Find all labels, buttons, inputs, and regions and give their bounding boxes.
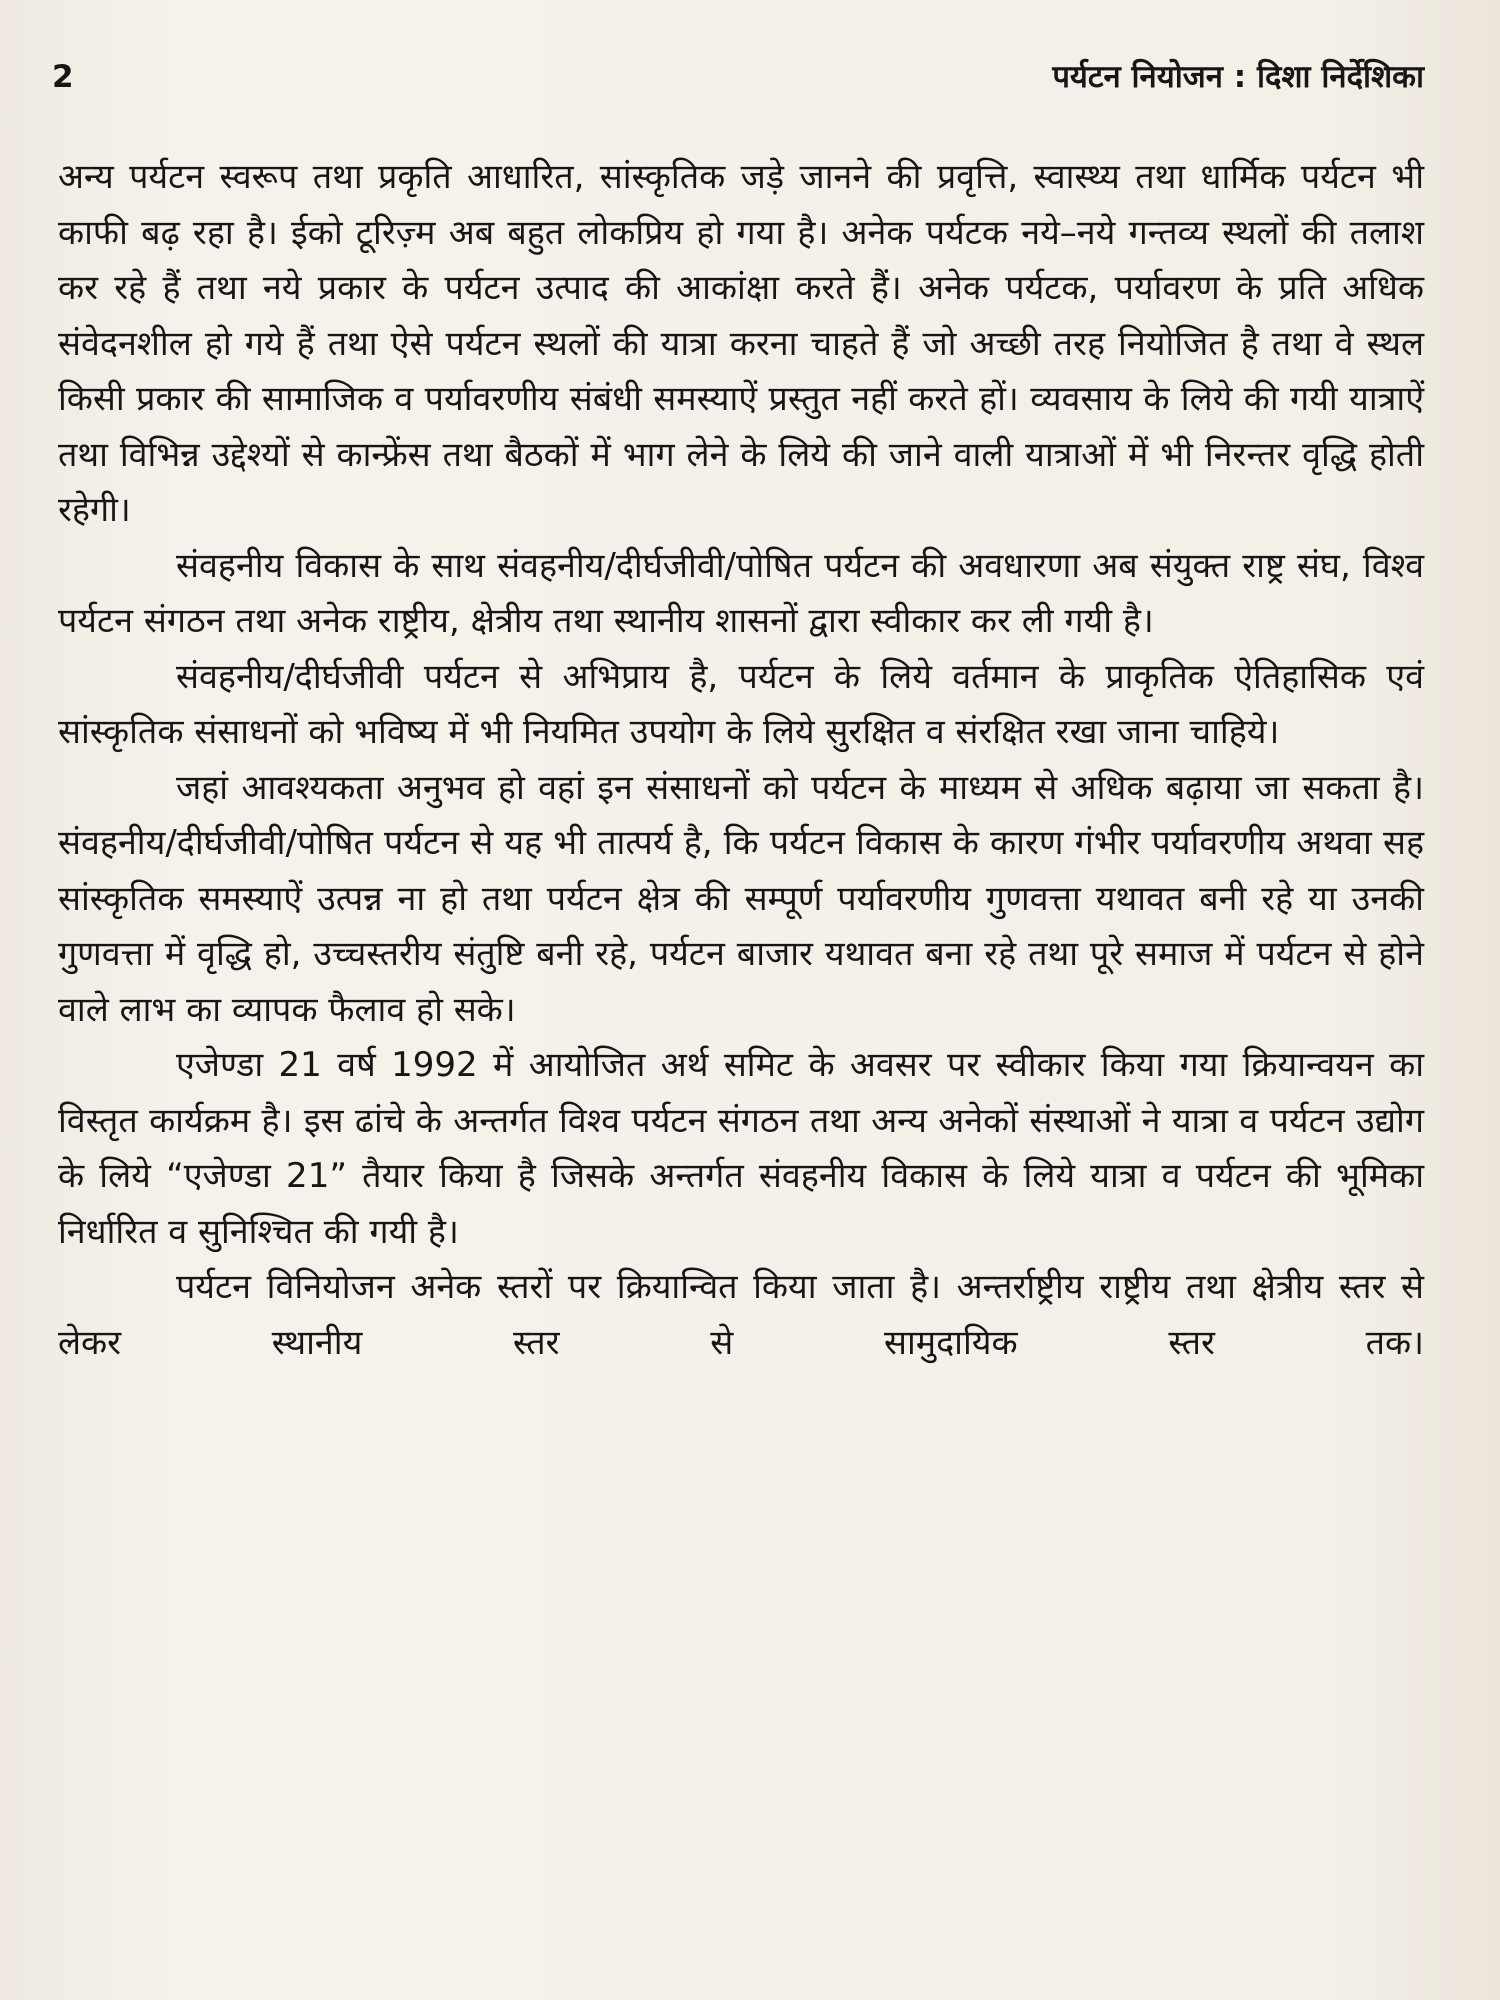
paragraph-4: जहां आवश्यकता अनुभव हो वहां इन संसाधनों को पर्यटन के माध्यम से अधिक बढ़ाया जा सकता है। संवहनीय/दीर्घजीवी/पोषित पर्यटन से यह भी तात्पर्य है, कि पर्यटन विकास के कारण गंभीर पर्यावरणीय अथवा सह सांस्कृतिक समस्याऐं उत्पन्न ना हो तथा पर्यटन क्षेत्र की सम्पूर्ण पर्यावरणीय गुणवत्ता यथावत बनी रहे या उनकी गुणवत्ता में वृद्धि हो, उच्चस्तरीय संतुष्टि बनी रहे, पर्यटन बाजार यथावत बना रहे तथा पूरे समाज में पर्यटन से होने वाले लाभ का व्यापक फैलाव हो सके।: [58, 767, 1424, 1030]
paragraph-6: पर्यटन विनियोजन अनेक स्तरों पर क्रियान्वित किया जाता है। अन्तर्राष्ट्रीय राष्ट्रीय तथा क्षेत्रीय स्तर से लेकर स्थानीय स्तर से सामुदायिक स्तर तक।: [58, 1267, 1424, 1363]
paragraph-1: अन्य पर्यटन स्वरूप तथा प्रकृति आधारित, सांस्कृतिक जड़े जानने की प्रवृत्ति, स्वास्थ्य तथा धार्मिक पर्यटन भी काफी बढ़ रहा है। ईको टूरिज़्म अब बहुत लोकप्रिय हो गया है। अनेक पर्यटक नये–नये गन्तव्य स्थलों की तलाश कर रहे हैं तथा नये प्रकार के पर्यटन उत्पाद की आकांक्षा करते हैं। अनेक पर्यटक, पर्यावरण के प्रति अधिक संवेदनशील हो गये हैं तथा ऐसे पर्यटन स्थलों की यात्रा करना चाहते हैं जो अच्छी तरह नियोजित है तथा वे स्थल किसी प्रकार की सामाजिक व पर्यावरणीय संबंधी समस्याऐं प्रस्तुत नहीं करते हों। व्यवसाय के लिये की गयी यात्राऐं तथा विभिन्न उद्देश्यों से कान्फ्रेंस तथा बैठकों में भाग लेने के लिये की जाने वाली यात्राओं में भी निरन्तर वृद्धि होती रहेगी।: [58, 157, 1424, 530]
running-title: पर्यटन नियोजन : दिशा निर्देशिका: [1052, 59, 1424, 95]
body-text: [58, 150, 1424, 1371]
paragraph-2: संवहनीय विकास के साथ संवहनीय/दीर्घजीवी/पोषित पर्यटन की अवधारणा अब संयुक्त राष्ट्र संघ, विश्व पर्यटन संगठन तथा अनेक राष्ट्रीय, क्षेत्रीय तथा स्थानीय शासनों द्वारा स्वीकार कर ली गयी है।: [58, 545, 1424, 641]
paragraph-3: संवहनीय/दीर्घजीवी पर्यटन से अभिप्राय है, पर्यटन के लिये वर्तमान के प्राकृतिक ऐतिहासिक एवं सांस्कृतिक संसाधनों को भविष्य में भी नियमित उपयोग के लिये सुरक्षित व संरक्षित रखा जाना चाहिये।: [58, 656, 1424, 752]
paragraph-5: एजेण्डा 21 वर्ष 1992 में आयोजित अर्थ समिट के अवसर पर स्वीकार किया गया क्रियान्वयन का विस्तृत कार्यक्रम है। इस ढांचे के अन्तर्गत विश्व पर्यटन संगठन तथा अन्य अनेकों संस्थाओं ने यात्रा व पर्यटन उद्योग के लिये “एजेण्डा 21” तैयार किया है जिसके अन्तर्गत संवहनीय विकास के लिये यात्रा व पर्यटन की भूमिका निर्धारित व सुनिश्चित की गयी है।: [58, 1045, 1424, 1252]
page-number: 2: [52, 59, 74, 95]
page-header: [52, 52, 1424, 102]
